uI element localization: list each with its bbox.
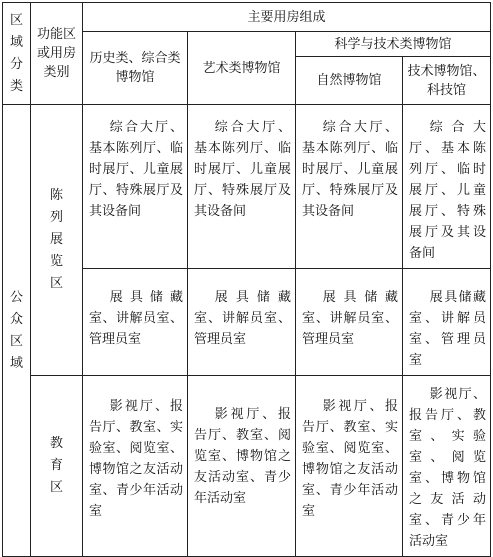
exhibition-hall-art: 综合大厅、基本陈列厅、临时展厅、儿童展厅、特殊展厅及其设备间 [188,105,296,269]
education-area-label: 教育区 [31,376,83,557]
region-category-header: 区域分类 [3,3,31,105]
history-museum-header: 历史类、综合类博物馆 [83,32,188,105]
tech-museum-header: 技术博物馆、科技馆 [403,57,491,105]
public-area-label: 公众区域 [3,105,31,557]
exhibition-storage-history: 展具储藏室、讲解员室、管理员室 [83,269,188,376]
science-museum-header: 科学与技术类博物馆 [296,32,491,57]
art-museum-header: 艺术类博物馆 [188,32,296,105]
main-rooms-header: 主要用房组成 [83,3,491,32]
natural-museum-header: 自然博物馆 [296,57,403,105]
exhibition-hall-history: 综合大厅、基本陈列厅、临时展厅、儿童展厅、特殊展厅及其设备间 [83,105,188,269]
exhibition-storage-natural: 展具储藏室、讲解员室、管理员室 [296,269,403,376]
exhibition-hall-natural: 综合大厅、基本陈列厅、临时展厅、儿童展厅、特殊展厅及其设备间 [296,105,403,269]
exhibition-storage-art: 展具储藏室、讲解员室、管理员室 [188,269,296,376]
function-area-header: 功能区或用房类别 [31,3,83,105]
exhibition-storage-tech: 展具储藏室、讲解员室、管理员室 [403,269,491,376]
education-natural: 影视厅、报告厅、教室、实验室、阅览室、博物馆之友活动室、青少年活动室 [296,376,403,557]
exhibition-area-label: 陈列展览区 [31,105,83,376]
exhibition-hall-tech: 综合大厅、基本陈列厅、临时展厅、儿童展厅、特殊展厅及其设备间 [403,105,491,269]
education-history: 影视厅、报告厅、教室、实验室、阅览室、博物馆之友活动室、青少年活动室 [83,376,188,557]
museum-room-table [2,2,491,557]
education-art: 影视厅、报告厅、教室、阅览室、博物馆之友活动室、青少年活动室 [188,376,296,557]
education-tech: 影视厅、报告厅、教室、实验室、阅览室、博物馆之友活动室、青少年活动室 [403,376,491,557]
